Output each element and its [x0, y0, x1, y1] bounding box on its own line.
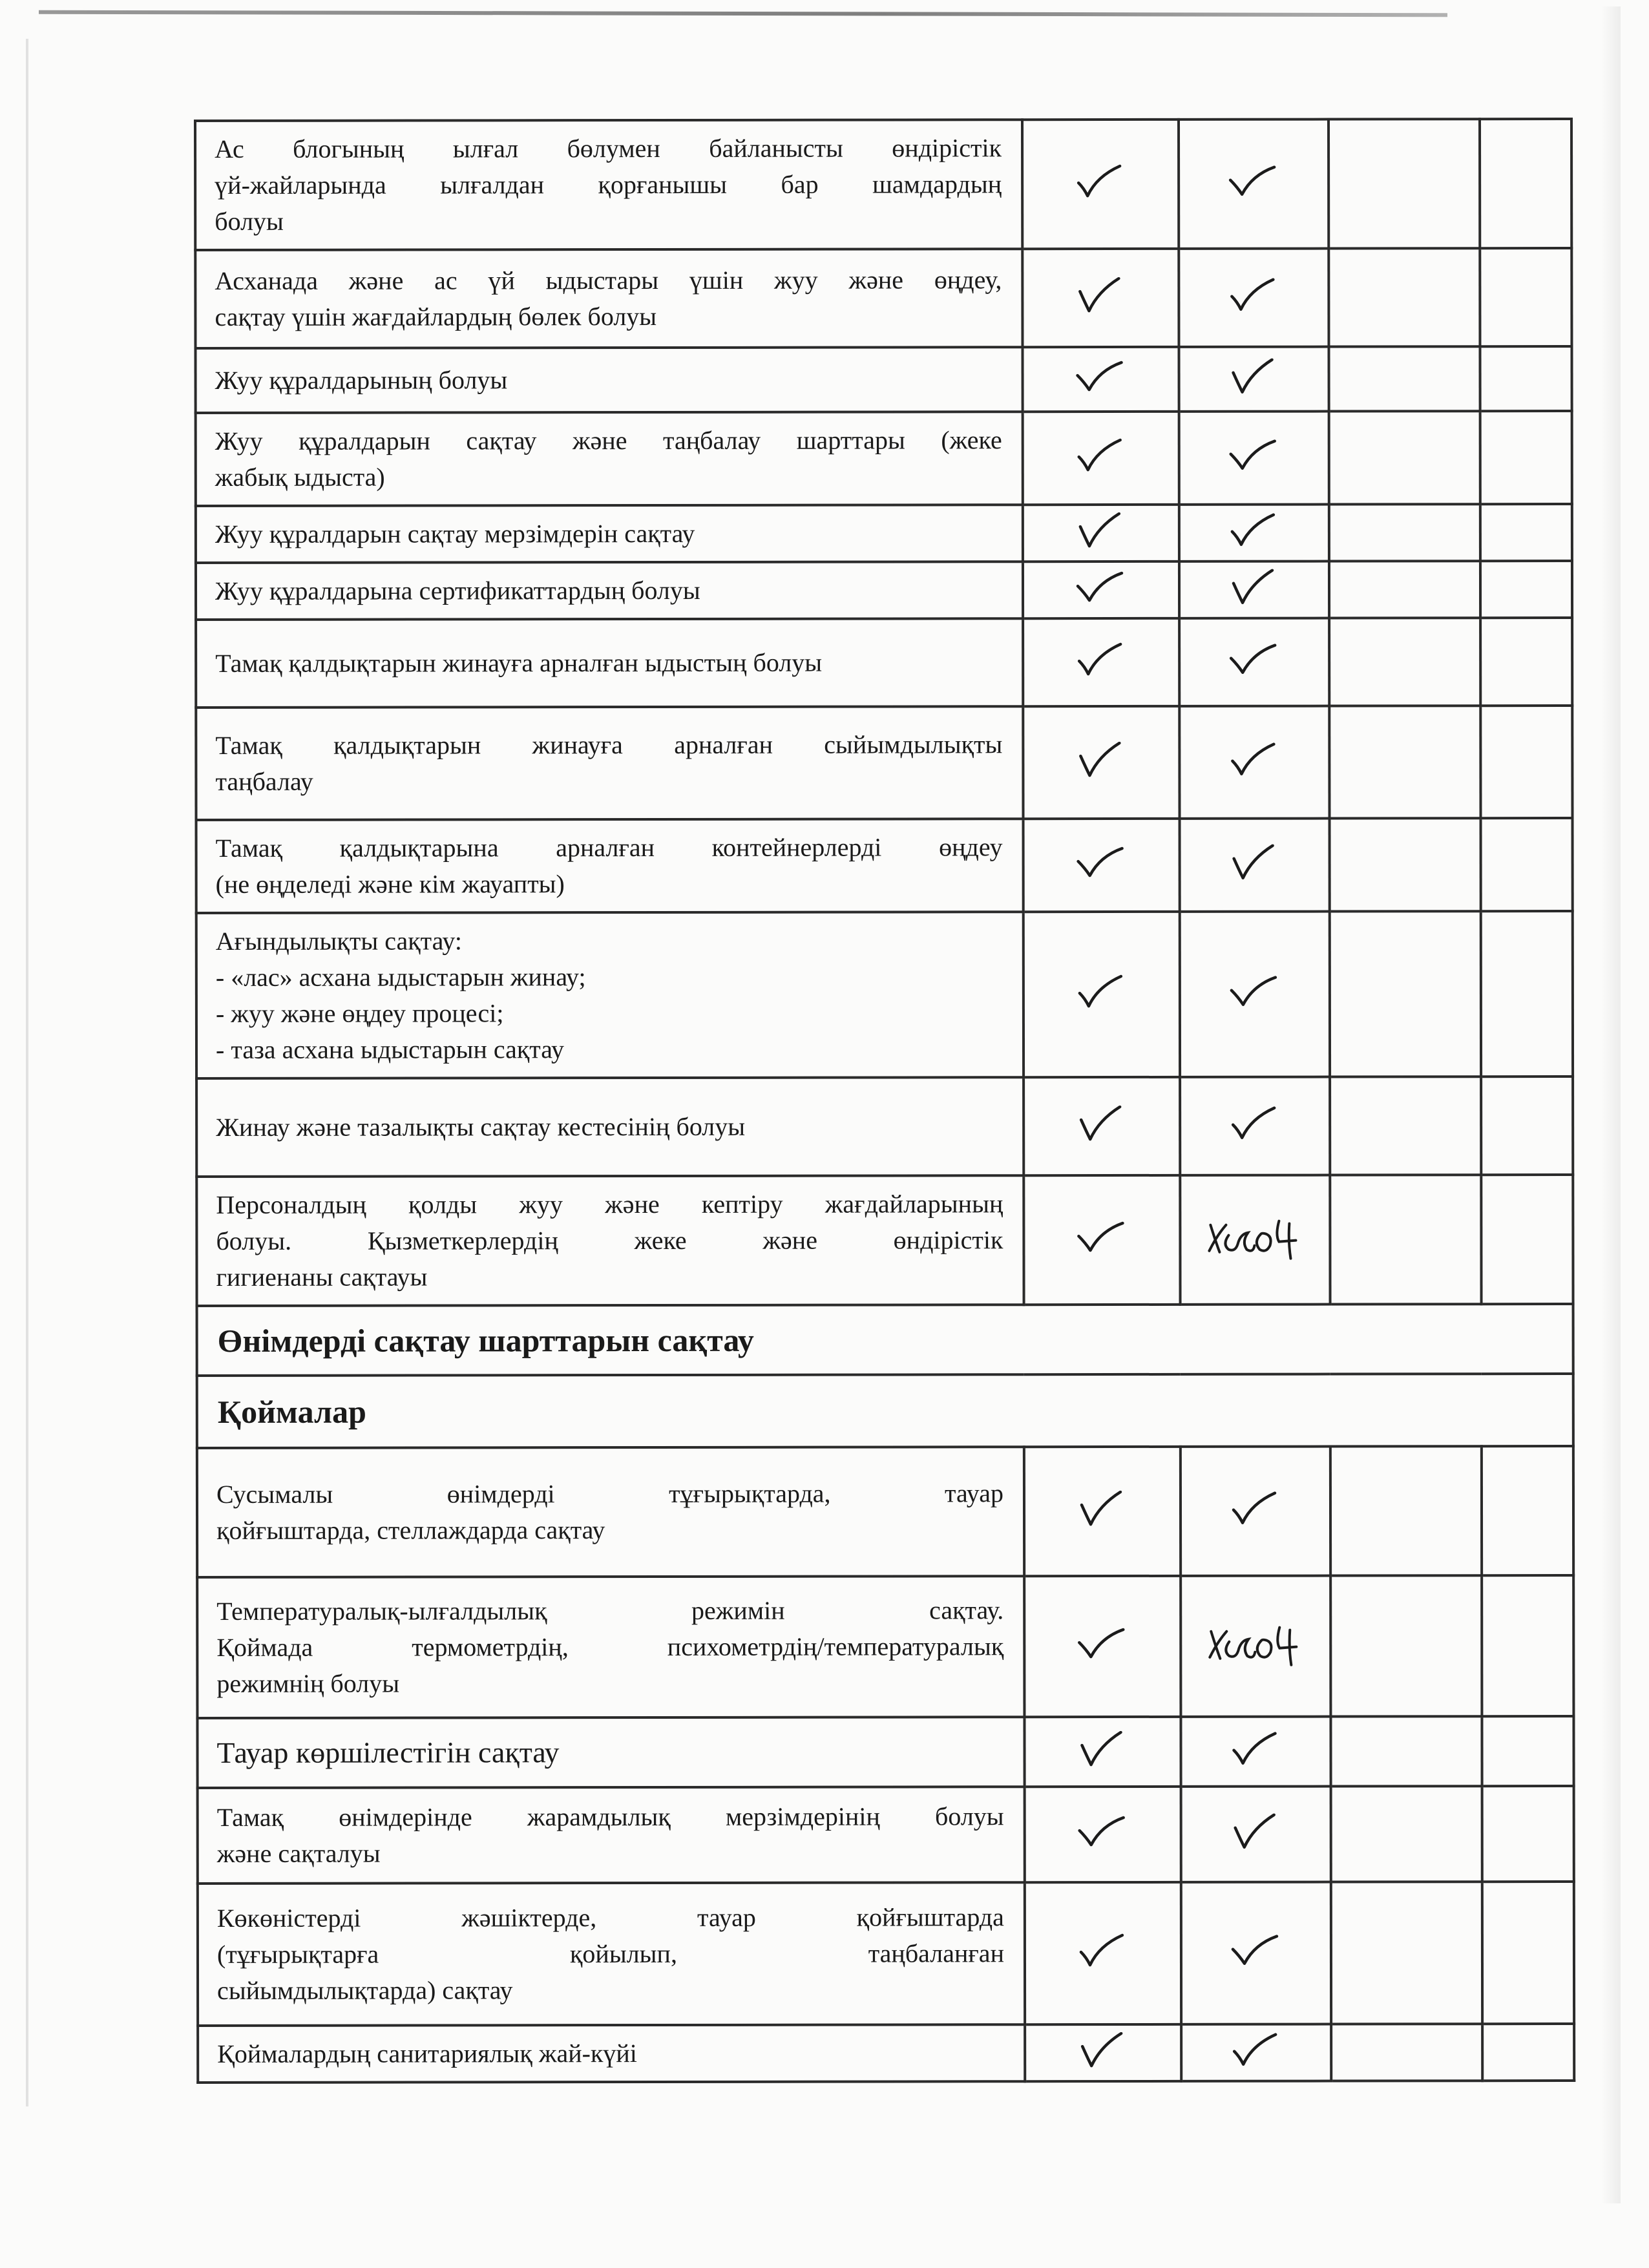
mark-cell-col1: [1022, 249, 1179, 347]
section-title-row: [197, 1304, 1573, 1376]
checklist-row: [197, 1575, 1573, 1718]
criterion-cell: [196, 618, 1023, 708]
criterion-cell: [196, 412, 1023, 506]
mark-cell-col1: [1024, 1717, 1181, 1787]
mark-cell-col2: [1180, 1175, 1330, 1305]
scan-edge-top: [39, 10, 1447, 17]
mark-cell-col1: [1024, 819, 1180, 912]
mark-cell-col2: [1181, 1717, 1330, 1787]
criterion-line: - таза асхана ыдыстарын сақтау: [215, 1034, 564, 1064]
criterion-line: Персоналдың қолды жуу және кептіру жағдайларының: [216, 1189, 1003, 1219]
checklist-row: [196, 1175, 1573, 1306]
subsection-title: Қоймалар: [197, 1374, 1573, 1448]
checkmark-icon: [1228, 277, 1279, 315]
checkmark-svg: [1077, 1932, 1129, 1971]
checkmark-icon: [1077, 1932, 1129, 1971]
mark-cell-col1: [1024, 1576, 1181, 1717]
checkmark-svg: [1075, 277, 1126, 315]
checkmark-svg: [1229, 973, 1281, 1012]
mark-cell-col2: [1179, 412, 1329, 505]
checkmark-svg: [1228, 641, 1280, 680]
checkmark-svg: [1228, 163, 1279, 202]
empty-cell-col4: [1482, 1786, 1574, 1882]
criterion-line: Ас блогының ылғал бөлумен байланысты өндірістік: [215, 133, 1002, 163]
criterion-cell: [197, 1576, 1024, 1718]
empty-cell-col3: [1329, 706, 1480, 818]
mark-cell-col2: [1179, 120, 1329, 249]
criterion-line: - жуу және өңдеу процесі;: [215, 998, 504, 1028]
empty-cell-col3: [1329, 346, 1480, 411]
checkmark-icon: [1075, 741, 1127, 780]
criterion-line: үй-жайларында ылғалдан қорғанышы бар шамдардың: [215, 169, 1002, 200]
checkmark-svg: [1075, 741, 1127, 780]
mark-cell-col1: [1024, 912, 1180, 1077]
criterion-line: Тамақ қалдықтарын жинауға арналған сыйымдылықты: [215, 730, 1003, 760]
criterion-cell: [196, 1077, 1024, 1177]
criterion-cell: [196, 1175, 1024, 1306]
mark-cell-col1: [1023, 412, 1179, 505]
checkmark-svg: [1076, 1105, 1128, 1144]
empty-cell-col3: [1330, 1716, 1482, 1786]
checkmark-svg: [1228, 741, 1280, 780]
mark-cell-col2: [1181, 1787, 1331, 1882]
mark-cell-col1: [1025, 2024, 1181, 2081]
checkmark-icon: [1230, 1813, 1282, 1852]
mark-cell-col1: [1023, 618, 1179, 706]
checklist-sheet: [194, 118, 1573, 2084]
checkmark-svg: [1229, 844, 1281, 883]
handwritten-note-svg: [1207, 1622, 1304, 1667]
criterion-line: (тұғырықтарға қойылып, таңбаланған: [216, 1938, 1004, 1969]
criterion-cell: [195, 120, 1022, 250]
checklist-row: [195, 248, 1571, 348]
criterion-line: Қоймада термометрдің, психометрдің/температуралық: [216, 1632, 1004, 1662]
criterion-line: Асханада және ас үй ыдыстары үшін жуу және өңдеу,: [215, 265, 1002, 295]
checkmark-svg: [1077, 1730, 1128, 1769]
checkmark-svg: [1075, 358, 1127, 397]
checkmark-icon: [1075, 163, 1126, 202]
checkmark-icon: [1229, 1105, 1281, 1144]
checkmark-icon: [1230, 1490, 1281, 1529]
criterion-line: сақтау үшін жағдайлардың бөлек болуы: [215, 302, 657, 331]
empty-cell-col4: [1482, 1575, 1573, 1716]
empty-cell-col4: [1481, 911, 1573, 1076]
mark-cell-col2: [1179, 347, 1329, 412]
empty-cell-col4: [1480, 248, 1571, 346]
empty-cell-col3: [1331, 2024, 1482, 2081]
empty-cell-col4: [1482, 1446, 1573, 1575]
empty-cell-col3: [1331, 1786, 1482, 1882]
checkmark-svg: [1228, 277, 1279, 315]
criterion-cell: [196, 562, 1023, 620]
empty-cell-col4: [1480, 618, 1572, 706]
mark-cell-col1: [1022, 120, 1179, 249]
empty-cell-col3: [1329, 561, 1480, 618]
section-title: Өнімдерді сақтау шарттарын сақтау: [197, 1304, 1573, 1376]
criterion-cell: [196, 819, 1024, 913]
checkmark-icon: [1076, 844, 1128, 883]
criterion-line: Жуу құралдарын сақтау мерзімдерін сақтау: [215, 518, 695, 549]
checkmark-svg: [1077, 1813, 1129, 1852]
scan-edge-right: [1601, 6, 1621, 2203]
mark-cell-col2: [1181, 1447, 1330, 1576]
empty-cell-col4: [1482, 2024, 1574, 2081]
checkmark-icon: [1075, 437, 1127, 476]
empty-cell-col4: [1482, 1882, 1574, 2024]
criterion-line: Жуу құралдарының болуы: [215, 365, 508, 395]
mark-cell-col1: [1024, 1077, 1180, 1175]
checklist-row: [196, 1076, 1573, 1177]
mark-cell-col1: [1023, 562, 1179, 618]
checkmark-icon: [1228, 741, 1280, 780]
mark-cell-col2: [1181, 1576, 1330, 1717]
empty-cell-col4: [1480, 119, 1571, 248]
checkmark-svg: [1075, 437, 1127, 476]
checkmark-icon: [1229, 844, 1281, 883]
empty-cell-col3: [1330, 1446, 1482, 1575]
criterion-line: (не өңделеді және кім жауапты): [215, 869, 565, 899]
criterion-line: Қоймалардың санитариялық жай-күйі: [217, 2039, 637, 2068]
checklist-row: [196, 411, 1572, 506]
scan-edge-left: [26, 39, 28, 2106]
empty-cell-col3: [1329, 618, 1480, 706]
criterion-line: Тамақ қалдықтарына арналған контейнерлерді өңдеу: [215, 832, 1003, 863]
empty-cell-col3: [1329, 411, 1480, 504]
checkmark-icon: [1077, 1730, 1128, 1769]
checkmark-icon: [1228, 641, 1280, 680]
checkmark-icon: [1076, 973, 1128, 1012]
checkmark-svg: [1076, 973, 1128, 1012]
criterion-cell: [196, 912, 1024, 1078]
checkmark-icon: [1075, 358, 1127, 397]
criterion-line: және сақталуы: [216, 1838, 381, 1868]
checkmark-icon: [1228, 512, 1280, 551]
mark-cell-col2: [1180, 912, 1330, 1077]
checklist-row: [197, 1446, 1573, 1577]
checkmark-svg: [1077, 2032, 1129, 2070]
checkmark-icon: [1077, 1813, 1129, 1852]
mark-cell-col2: [1181, 2024, 1331, 2081]
checklist-row: [196, 706, 1572, 820]
empty-cell-col3: [1330, 1076, 1481, 1175]
criterion-line: Температуралық-ылғалдылық режимін сақтау.: [216, 1595, 1004, 1626]
mark-cell-col2: [1179, 562, 1329, 618]
subsection-title-row: [197, 1374, 1573, 1448]
criterion-line: Көкөністерді жәшіктерде, тауар қойғыштарда: [216, 1902, 1004, 1933]
checkmark-icon: [1228, 358, 1280, 397]
criterion-cell: [197, 1447, 1024, 1577]
checkmark-svg: [1077, 1625, 1128, 1664]
empty-cell-col3: [1330, 1575, 1482, 1716]
empty-cell-col3: [1329, 248, 1480, 346]
checkmark-svg: [1230, 1730, 1281, 1769]
checkmark-icon: [1075, 569, 1127, 607]
criterion-cell: [198, 1787, 1025, 1884]
criterion-line: болуы. Қызметкерлердің жеке және өндірістік: [216, 1225, 1003, 1255]
checkmark-svg: [1228, 569, 1280, 607]
criterion-line: режимнің болуы: [216, 1668, 400, 1698]
empty-cell-col4: [1480, 346, 1571, 411]
criterion-line: Тамақ өнімдерінде жарамдылық мерзімдерінің болуы: [216, 1801, 1004, 1832]
criterion-line: Сусымалы өнімдерді тұғырықтарда, тауар: [216, 1478, 1004, 1509]
empty-cell-col3: [1329, 504, 1480, 561]
mark-cell-col2: [1181, 1882, 1331, 2024]
checkmark-icon: [1077, 1625, 1128, 1664]
handwritten-note-svg: [1206, 1215, 1303, 1261]
checkmark-icon: [1230, 1932, 1282, 1971]
criterion-line: жабық ыдыста): [215, 462, 385, 492]
mark-cell-col2: [1179, 249, 1329, 347]
mark-cell-col1: [1025, 1882, 1181, 2024]
checkmark-icon: [1075, 277, 1126, 315]
mark-cell-col2: [1180, 1077, 1330, 1175]
checkmark-icon: [1075, 512, 1127, 551]
checkmark-icon: [1076, 1105, 1128, 1144]
checkmark-icon: [1228, 437, 1280, 476]
checklist-row: [196, 618, 1572, 708]
checkmark-icon: [1229, 973, 1281, 1012]
criterion-cell: [197, 1717, 1024, 1788]
criterion-line: гигиенаны сақтауы: [216, 1262, 428, 1292]
criterion-line: болуы: [215, 206, 284, 236]
checkmark-svg: [1228, 437, 1280, 476]
checklist-row: [196, 504, 1572, 563]
handwritten-note-icon: [1206, 1215, 1303, 1261]
checklist-row: [196, 818, 1573, 913]
checkmark-svg: [1075, 569, 1127, 607]
checklist-row: [196, 911, 1573, 1078]
mark-cell-col2: [1180, 819, 1330, 912]
checkmark-icon: [1230, 2032, 1282, 2070]
criterion-cell: [196, 505, 1023, 563]
handwritten-note-icon: [1207, 1622, 1304, 1667]
checkmark-svg: [1230, 1813, 1282, 1852]
empty-cell-col3: [1330, 818, 1481, 911]
checkmark-icon: [1077, 2032, 1129, 2070]
mark-cell-col1: [1025, 1787, 1181, 1882]
mark-cell-col2: [1179, 706, 1329, 819]
checkmark-svg: [1075, 641, 1127, 680]
criterion-line: Жинау және тазалықты сақтау кестесінің болуы: [216, 1111, 746, 1142]
criterion-line: таңбалау: [215, 766, 313, 796]
criterion-cell: [195, 347, 1022, 413]
checkmark-icon: [1076, 1219, 1128, 1257]
mark-cell-col1: [1023, 706, 1179, 819]
criterion-line: Тауар көршілестігін сақтау: [216, 1736, 560, 1769]
mark-cell-col2: [1179, 618, 1329, 706]
checkmark-svg: [1230, 1490, 1281, 1529]
criterion-line: Тамақ қалдықтарын жинауға арналған ыдыстың болуы: [215, 647, 823, 678]
criterion-cell: [195, 249, 1022, 348]
checkmark-icon: [1228, 569, 1280, 607]
criterion-line: Ағындылықты сақтау:: [215, 926, 462, 956]
criterion-line: сыйымдылықтарда) сақтау: [217, 1975, 513, 2005]
empty-cell-col4: [1480, 561, 1572, 618]
empty-cell-col4: [1480, 706, 1572, 818]
empty-cell-col4: [1482, 1716, 1573, 1786]
checkmark-svg: [1230, 1932, 1282, 1971]
checkmark-icon: [1228, 163, 1279, 202]
checklist-row: [197, 1716, 1573, 1788]
empty-cell-col3: [1331, 1882, 1482, 2024]
checkmark-icon: [1075, 641, 1127, 680]
checkmark-svg: [1229, 1105, 1281, 1144]
mark-cell-col1: [1022, 347, 1179, 412]
empty-cell-col3: [1329, 119, 1480, 248]
empty-cell-col4: [1481, 1076, 1573, 1175]
mark-cell-col2: [1179, 505, 1329, 562]
checkmark-icon: [1230, 1730, 1281, 1769]
checklist-table: [194, 118, 1575, 2084]
checklist-row: [195, 119, 1571, 250]
checkmark-svg: [1230, 2032, 1282, 2070]
empty-cell-col4: [1480, 504, 1572, 561]
criterion-line: қойғыштарда, стеллаждарда сақтау: [216, 1515, 605, 1545]
empty-cell-col4: [1481, 818, 1573, 911]
criterion-line: - «лас» асхана ыдыстарын жинау;: [215, 962, 586, 992]
empty-cell-col3: [1330, 1175, 1481, 1304]
mark-cell-col1: [1024, 1175, 1180, 1305]
checkmark-icon: [1077, 1490, 1128, 1529]
checklist-row: [198, 1786, 1574, 1884]
checklist-row: [198, 1882, 1574, 2026]
checklist-row: [198, 2024, 1574, 2083]
checkmark-svg: [1076, 1219, 1128, 1257]
mark-cell-col1: [1024, 1447, 1181, 1576]
checklist-row: [196, 561, 1572, 620]
empty-cell-col4: [1481, 1175, 1573, 1304]
checkmark-svg: [1228, 358, 1280, 397]
empty-cell-col4: [1480, 411, 1572, 504]
criterion-cell: [198, 2024, 1025, 2083]
checkmark-svg: [1076, 844, 1128, 883]
criterion-line: Жуу құралдарын сақтау және таңбалау шарттары (жеке: [215, 425, 1002, 456]
criterion-line: Жуу құралдарына сертификаттардың болуы: [215, 575, 700, 605]
checkmark-svg: [1077, 1490, 1128, 1529]
checkmark-svg: [1075, 512, 1127, 551]
mark-cell-col1: [1023, 505, 1179, 562]
empty-cell-col3: [1330, 911, 1481, 1076]
checklist-row: [195, 346, 1571, 413]
checkmark-svg: [1075, 163, 1126, 202]
criterion-cell: [198, 1882, 1025, 2026]
checkmark-svg: [1228, 512, 1280, 551]
criterion-cell: [196, 706, 1023, 820]
